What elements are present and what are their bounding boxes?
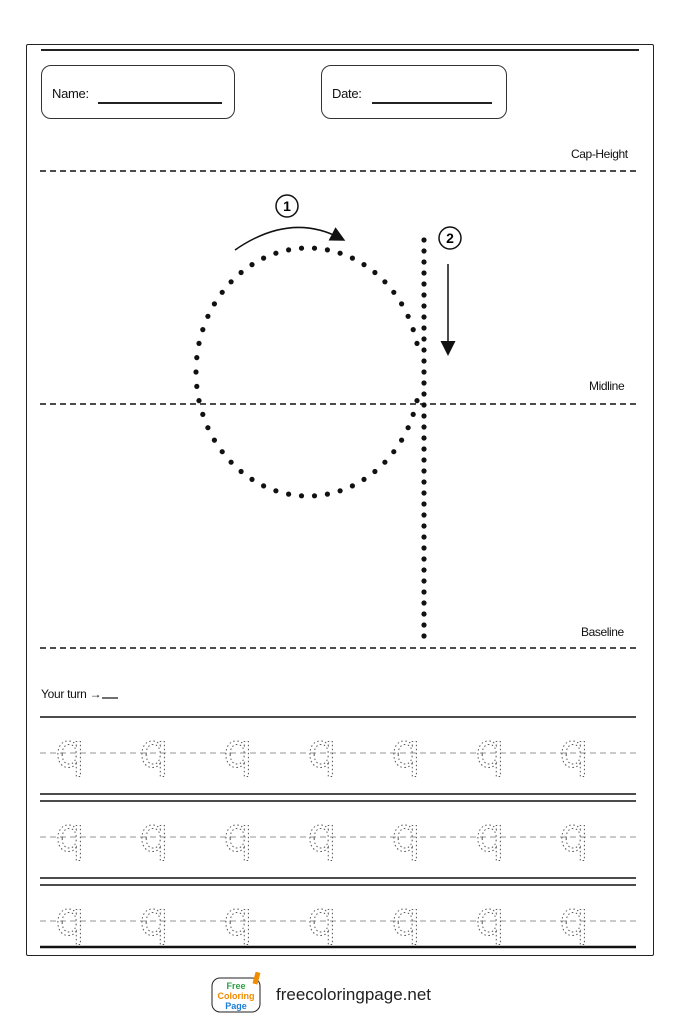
tracing-dot bbox=[421, 270, 426, 275]
tracing-dot bbox=[421, 424, 426, 429]
tracing-dot bbox=[220, 290, 225, 295]
tracing-dot bbox=[414, 398, 419, 403]
tracing-dot bbox=[200, 327, 205, 332]
your-turn-label: Your turn → bbox=[41, 687, 102, 701]
tracing-dot bbox=[421, 589, 426, 594]
tracing-dot bbox=[312, 246, 317, 251]
tracing-dot bbox=[338, 488, 343, 493]
practice-letter-q: q bbox=[391, 892, 421, 946]
svg-text:Free: Free bbox=[226, 981, 246, 991]
tracing-dot bbox=[421, 523, 426, 528]
tracing-dot bbox=[421, 281, 426, 286]
tracing-dot bbox=[421, 413, 426, 418]
tracing-dot bbox=[421, 435, 426, 440]
tracing-dot bbox=[261, 256, 266, 261]
date-label: Date: bbox=[332, 86, 362, 101]
tracing-dot bbox=[338, 251, 343, 256]
practice-letter-q: q bbox=[307, 892, 337, 946]
tracing-dot bbox=[421, 336, 426, 341]
tracing-dot bbox=[421, 545, 426, 550]
practice-letter-q: q bbox=[475, 724, 505, 778]
tracing-dot bbox=[249, 477, 254, 482]
practice-letter-q: q bbox=[139, 808, 169, 862]
tracing-dot bbox=[372, 469, 377, 474]
tracing-dot bbox=[399, 301, 404, 306]
practice-letter-q: q bbox=[475, 892, 505, 946]
step-2-number: 2 bbox=[446, 230, 454, 246]
practice-letter-q: q bbox=[55, 724, 85, 778]
tracing-dot bbox=[421, 468, 426, 473]
tracing-dot bbox=[421, 314, 426, 319]
site-logo bbox=[210, 972, 266, 1016]
tracing-dot bbox=[196, 341, 201, 346]
tracing-dot bbox=[249, 262, 254, 267]
practice-letter-q: q bbox=[139, 892, 169, 946]
tracing-dot bbox=[212, 301, 217, 306]
practice-letter-q: q bbox=[559, 808, 589, 862]
tracing-dot bbox=[411, 327, 416, 332]
tracing-dot bbox=[421, 567, 426, 572]
tracing-dot bbox=[205, 425, 210, 430]
site-url[interactable]: freecoloringpage.net bbox=[276, 985, 432, 1004]
tracing-dot bbox=[421, 358, 426, 363]
tracing-dot bbox=[414, 341, 419, 346]
practice-letter-q: q bbox=[223, 892, 253, 946]
tracing-dot bbox=[411, 412, 416, 417]
tracing-dot bbox=[194, 355, 199, 360]
tracing-dot bbox=[273, 251, 278, 256]
tracing-dot bbox=[229, 460, 234, 465]
tracing-dot bbox=[312, 493, 317, 498]
tracing-dot bbox=[382, 279, 387, 284]
tracing-dot bbox=[421, 556, 426, 561]
tracing-dot bbox=[421, 611, 426, 616]
tracing-dot bbox=[361, 477, 366, 482]
tracing-dot bbox=[299, 246, 304, 251]
practice-letter-q: q bbox=[307, 808, 337, 862]
tracing-dot bbox=[372, 270, 377, 275]
baseline-label: Baseline bbox=[581, 625, 624, 639]
tracing-dot bbox=[286, 492, 291, 497]
svg-text:Page: Page bbox=[225, 1001, 247, 1011]
tracing-dot bbox=[325, 247, 330, 252]
tracing-dot bbox=[193, 369, 198, 374]
tracing-dot bbox=[421, 237, 426, 242]
tracing-dot bbox=[286, 247, 291, 252]
letter-q-bowl-dotted bbox=[193, 246, 419, 499]
tracing-dot bbox=[361, 262, 366, 267]
cap-height-label: Cap-Height bbox=[571, 147, 628, 161]
tracing-dot bbox=[421, 248, 426, 253]
practice-letter-q: q bbox=[223, 724, 253, 778]
tracing-dot bbox=[421, 479, 426, 484]
name-label: Name: bbox=[52, 86, 89, 101]
tracing-dot bbox=[261, 483, 266, 488]
tracing-dot bbox=[399, 438, 404, 443]
tracing-dot bbox=[421, 402, 426, 407]
tracing-dot bbox=[421, 292, 426, 297]
step-1-number: 1 bbox=[283, 198, 291, 214]
tracing-dot bbox=[421, 600, 426, 605]
tracing-dot bbox=[421, 490, 426, 495]
tracing-dot bbox=[421, 622, 426, 627]
svg-text:Coloring: Coloring bbox=[217, 991, 255, 1001]
practice-letter-q: q bbox=[559, 724, 589, 778]
midline-label: Midline bbox=[589, 379, 625, 393]
practice-letter-q: q bbox=[391, 808, 421, 862]
tracing-dot bbox=[350, 483, 355, 488]
tracing-dot bbox=[350, 256, 355, 261]
practice-letter-q: q bbox=[55, 808, 85, 862]
tracing-dot bbox=[239, 469, 244, 474]
tracing-dot bbox=[421, 578, 426, 583]
tracing-dot bbox=[205, 314, 210, 319]
tracing-dot bbox=[406, 314, 411, 319]
tracing-dot bbox=[229, 279, 234, 284]
practice-letter-q: q bbox=[139, 724, 169, 778]
tracing-dot bbox=[220, 449, 225, 454]
tracing-dot bbox=[421, 633, 426, 638]
tracing-dot bbox=[421, 446, 426, 451]
stroke-1-arrow bbox=[235, 227, 340, 250]
practice-letter-q: q bbox=[391, 724, 421, 778]
tracing-dot bbox=[239, 270, 244, 275]
tracing-dot bbox=[406, 425, 411, 430]
tracing-dot bbox=[194, 384, 199, 389]
practice-letter-q: q bbox=[223, 808, 253, 862]
tracing-dot bbox=[421, 501, 426, 506]
tracing-dot bbox=[391, 449, 396, 454]
tracing-dot bbox=[273, 488, 278, 493]
tracing-dot bbox=[421, 369, 426, 374]
tracing-dot bbox=[421, 457, 426, 462]
practice-letter-q: q bbox=[475, 808, 505, 862]
tracing-dot bbox=[299, 493, 304, 498]
practice-letter-q: q bbox=[307, 724, 337, 778]
tracing-dot bbox=[421, 325, 426, 330]
tracing-dot bbox=[421, 303, 426, 308]
practice-area bbox=[40, 717, 636, 946]
tracing-dot bbox=[421, 347, 426, 352]
tracing-dot bbox=[196, 398, 201, 403]
tracing-dot bbox=[200, 412, 205, 417]
tracing-dot bbox=[421, 380, 426, 385]
letter-q-stem-dotted bbox=[421, 237, 426, 638]
tracing-dot bbox=[421, 534, 426, 539]
tracing-dot bbox=[421, 259, 426, 264]
tracing-dot bbox=[325, 492, 330, 497]
tracing-dot bbox=[391, 290, 396, 295]
tracing-dot bbox=[382, 460, 387, 465]
tracing-dot bbox=[212, 438, 217, 443]
practice-letter-q: q bbox=[55, 892, 85, 946]
tracing-dot bbox=[421, 512, 426, 517]
practice-letter-q: q bbox=[559, 892, 589, 946]
tracing-dot bbox=[421, 391, 426, 396]
